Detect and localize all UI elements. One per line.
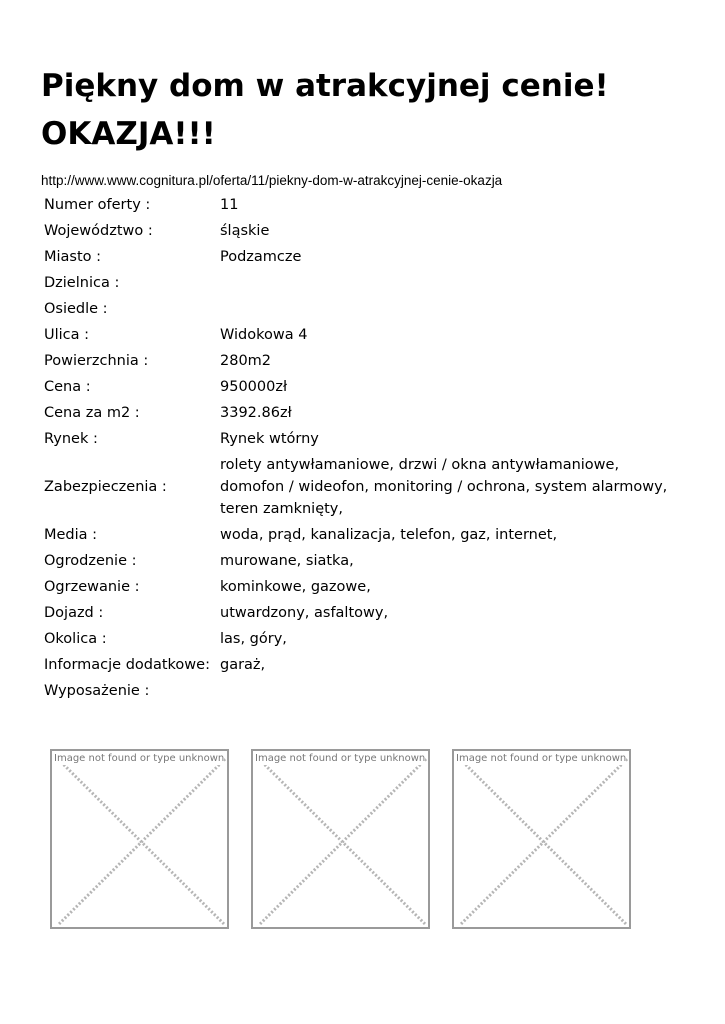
property-label: Numer oferty :	[44, 197, 151, 213]
broken-image-icon	[454, 751, 631, 929]
property-label: Wyposażenie :	[44, 683, 150, 699]
table-row	[41, 244, 681, 270]
property-value: las, góry,	[220, 631, 287, 647]
photo-placeholder[interactable]	[452, 749, 631, 929]
table-row	[41, 652, 681, 678]
property-label: Ogrzewanie :	[44, 579, 140, 595]
table-row	[41, 426, 681, 452]
property-value: woda, prąd, kanalizacja, telefon, gaz, internet,	[220, 527, 558, 543]
offer-url-link[interactable]: http://www.www.cognitura.pl/oferta/11/piekny-dom-w-atrakcyjnej-cenie-okazja	[41, 173, 503, 188]
table-row	[41, 400, 681, 426]
property-table	[41, 192, 681, 704]
image-missing-caption: Image not found or type unknown	[255, 753, 426, 764]
property-label: Miasto :	[44, 249, 102, 265]
table-row	[41, 574, 681, 600]
property-value: 3392.86zł	[220, 405, 292, 421]
table-row	[41, 296, 681, 322]
image-missing-caption: Image not found or type unknown	[54, 753, 225, 764]
property-label: Dojazd :	[44, 605, 104, 621]
property-value: Widokowa 4	[220, 327, 308, 343]
table-row	[41, 522, 681, 548]
property-value: Rynek wtórny	[220, 431, 319, 447]
table-row	[41, 192, 681, 218]
property-value: rolety antywłamaniowe, drzwi / okna antywłamaniowe, domofon / wideofon, monitoring / ochrona, system alarmowy, teren zamknięty,	[220, 457, 668, 517]
page-title: Piękny dom w atrakcyjnej cenie! OKAZJA!!!	[41, 68, 609, 152]
broken-image-icon	[52, 751, 229, 929]
table-row	[41, 270, 681, 296]
property-label: Ogrodzenie :	[44, 553, 137, 569]
property-label: Rynek :	[44, 431, 98, 447]
photo-placeholder[interactable]	[50, 749, 229, 929]
property-value: murowane, siatka,	[220, 553, 354, 569]
property-value	[217, 296, 681, 322]
table-row	[41, 600, 681, 626]
broken-image-icon	[253, 751, 430, 929]
property-value: Podzamcze	[220, 249, 302, 265]
property-label: Media :	[44, 527, 98, 543]
property-value: 950000zł	[220, 379, 288, 395]
property-value	[217, 678, 681, 704]
photo-placeholder[interactable]	[251, 749, 430, 929]
property-value: 11	[220, 197, 239, 213]
property-label: Informacje dodatkowe:	[44, 657, 210, 673]
property-label: Osiedle :	[44, 301, 108, 317]
property-value: 280m2	[220, 353, 272, 369]
table-row	[41, 322, 681, 348]
table-row	[41, 548, 681, 574]
property-label: Zabezpieczenia :	[44, 479, 167, 495]
table-row	[41, 626, 681, 652]
table-row	[41, 348, 681, 374]
property-value: garaż,	[220, 657, 266, 673]
property-value: kominkowe, gazowe,	[220, 579, 371, 595]
property-label: Dzielnica :	[44, 275, 120, 291]
property-label: Województwo :	[44, 223, 153, 239]
table-row	[41, 452, 681, 522]
property-label: Cena za m2 :	[44, 405, 140, 421]
property-label: Okolica :	[44, 631, 107, 647]
table-row	[41, 374, 681, 400]
property-value	[217, 270, 681, 296]
table-row	[41, 218, 681, 244]
property-label: Ulica :	[44, 327, 90, 343]
property-value: śląskie	[220, 223, 270, 239]
property-label: Powierzchnia :	[44, 353, 149, 369]
table-row	[41, 678, 681, 704]
property-label: Cena :	[44, 379, 91, 395]
property-value: utwardzony, asfaltowy,	[220, 605, 389, 621]
image-missing-caption: Image not found or type unknown	[456, 753, 627, 764]
